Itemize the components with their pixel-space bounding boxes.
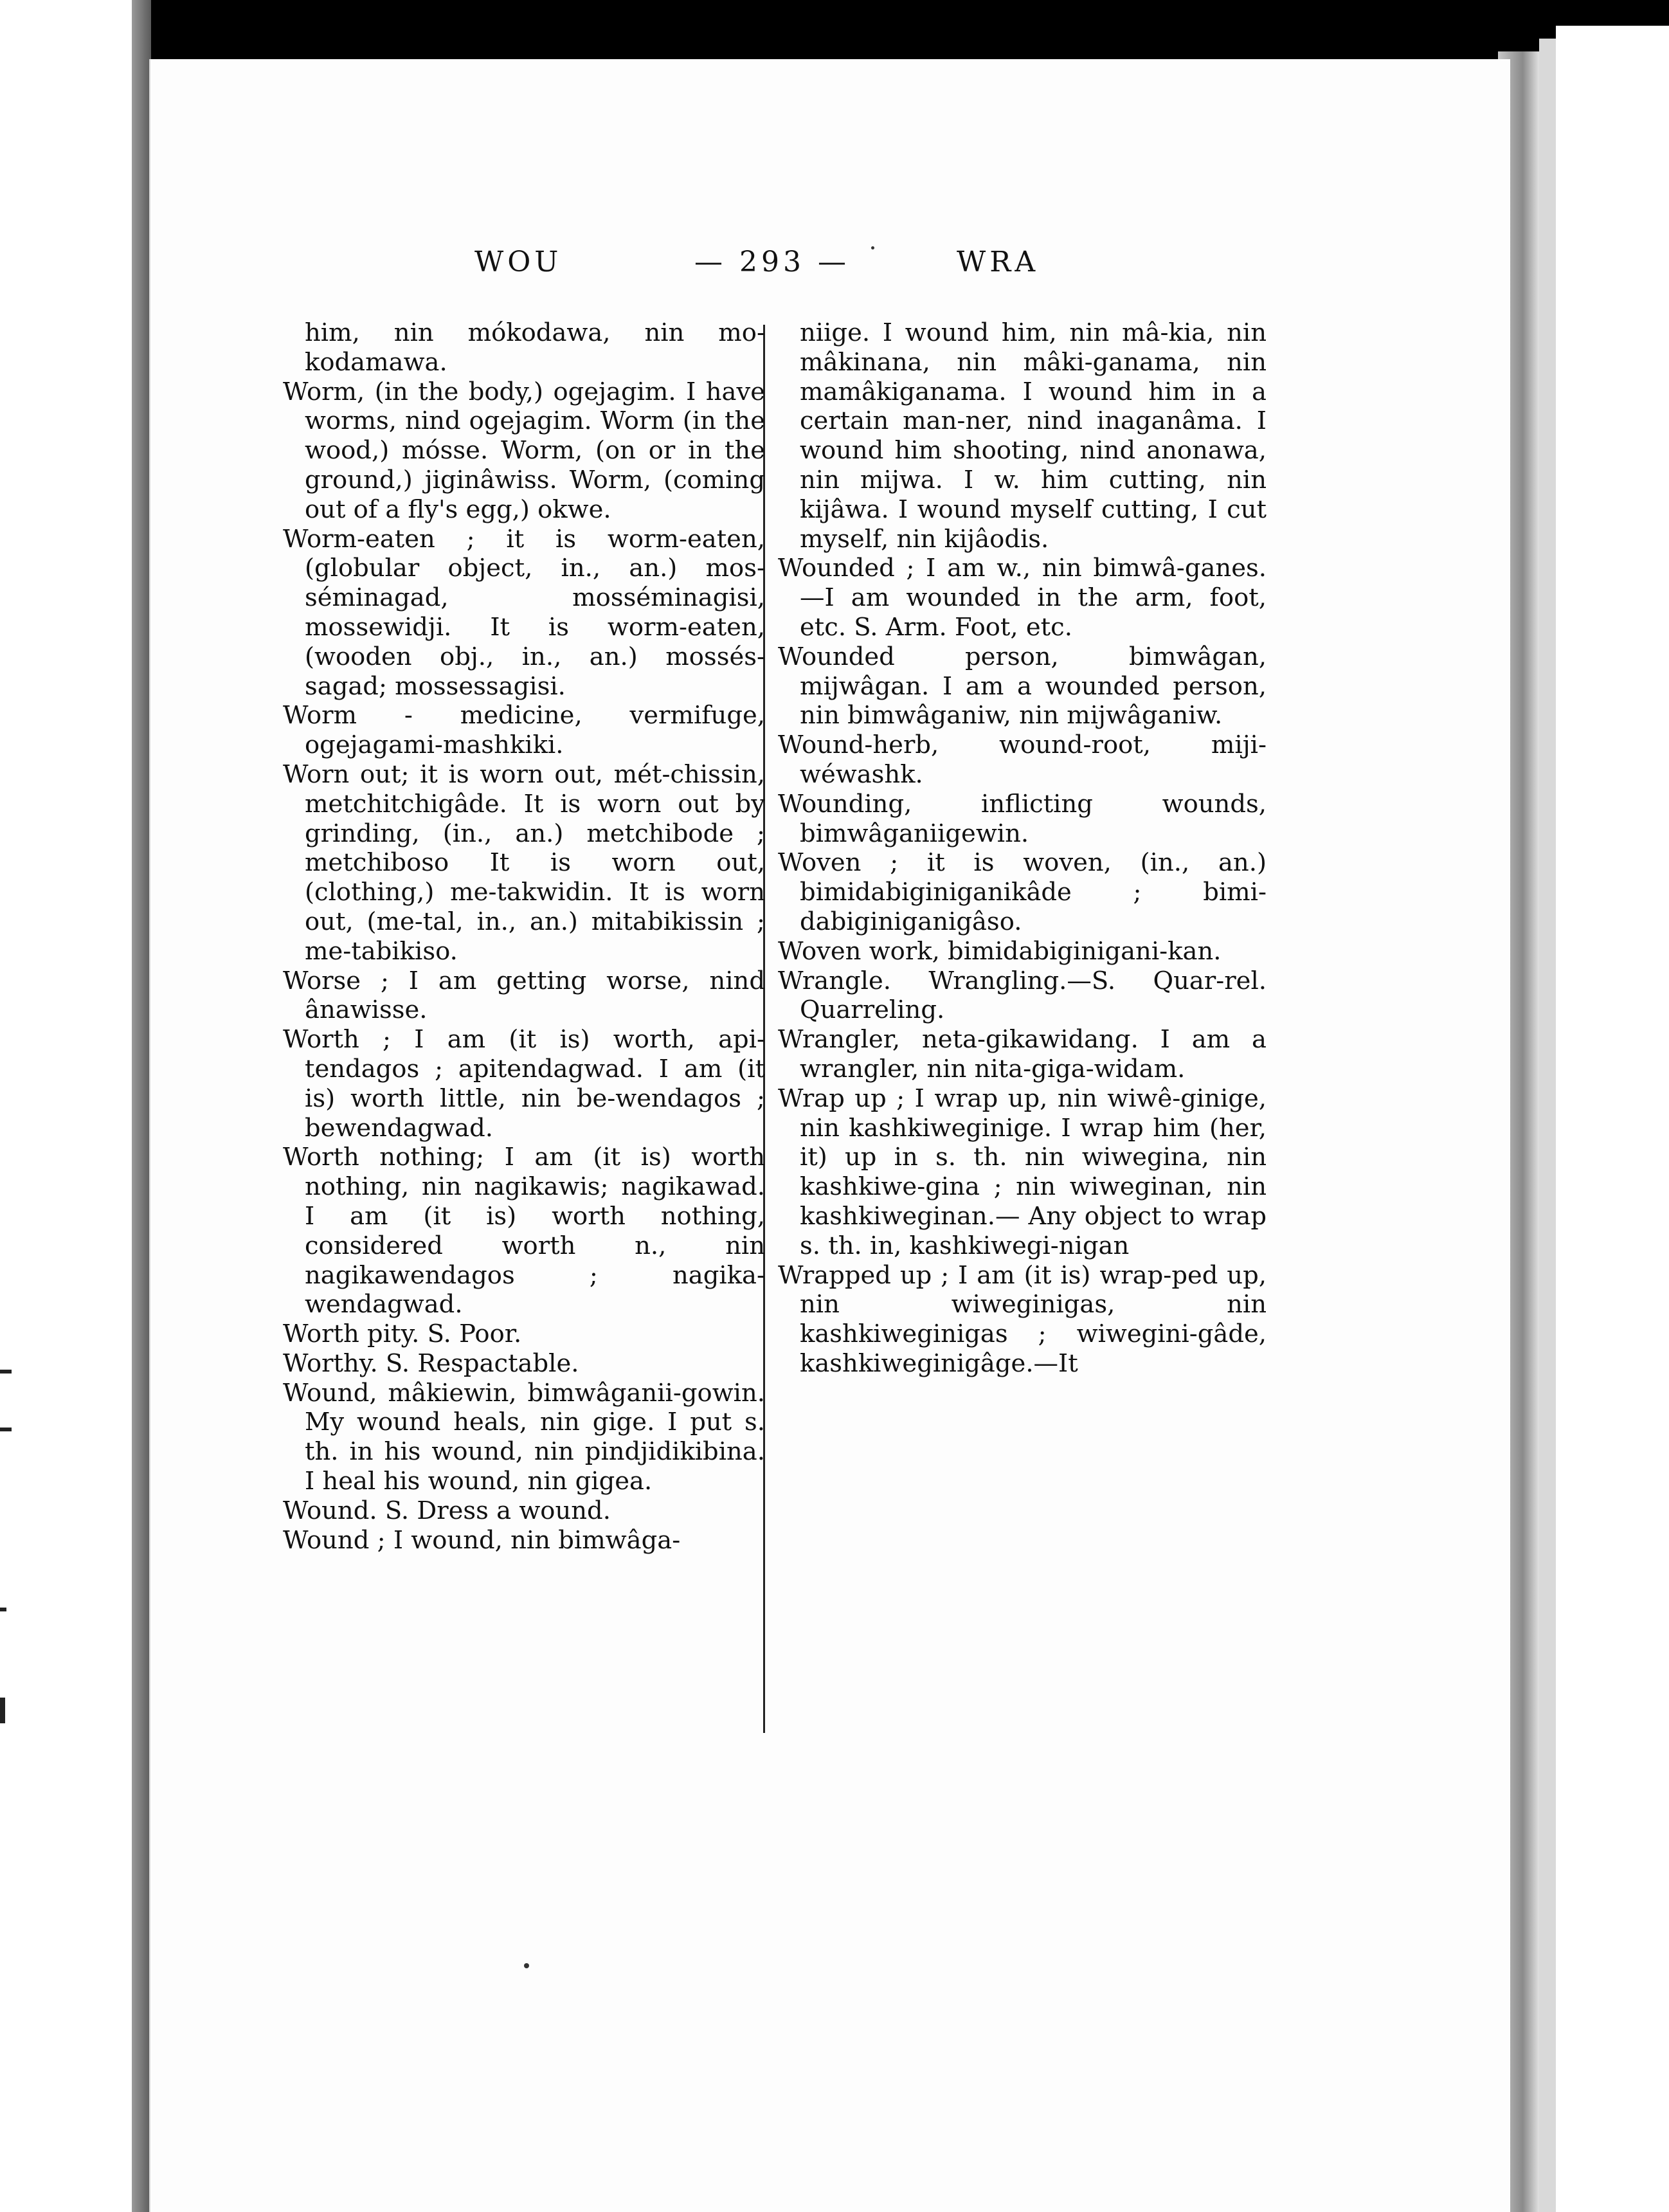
dictionary-entry: niige. I wound him, nin mâ-kia, nin mâkinana, nin mâki-ganama, nin mamâkiganama. I wound him in a certain man-ner, nind inaganâma. I wound him shooting, nind anonawa, nin mijwa. I w. him cutting, nin kijâwa. I wound myself cutting, I cut myself, nin kijâodis.	[800, 318, 1267, 554]
left-column	[283, 318, 765, 1555]
dictionary-entry: Wound, mâkiewin, bimwâganii-gowin. My wound heals, nin gige. I put s. th. in his wound, nin pindjidikibina. I heal his wound, nin gigea.	[283, 1378, 765, 1496]
margin-mark	[0, 1698, 5, 1723]
right-column	[778, 318, 1267, 1379]
page-number: — 293 —	[694, 246, 850, 278]
dictionary-entry: Worm-eaten ; it is worm-eaten, (globular object, in., an.) mos-séminagad, mosséminagisi, mossewidji. It is worm-eaten, (wooden obj., in., an.) mossés-sagad; mossessagisi.	[283, 524, 765, 701]
dictionary-entry: Wrapped up ; I am (it is) wrap-ped up, nin wiweginigas, nin kashkiweginigas ; wiwegini-gâde, kashkiweginigâge.—It	[778, 1260, 1267, 1378]
margin-mark	[0, 1370, 12, 1373]
paper-speck	[871, 246, 874, 249]
dictionary-entry: Worm, (in the body,) ogejagim. I have worms, nind ogejagim. Worm (in the wood,) mósse. Worm, (on or in the ground,) jiginâwiss. Worm, (coming out of a fly's egg,) okwe.	[283, 377, 765, 524]
running-head-right: WRA	[957, 246, 1040, 278]
paper-speck	[524, 1963, 529, 1968]
page-stack-edge	[1539, 39, 1556, 2212]
dictionary-entry: Wound. S. Dress a wound.	[283, 1496, 611, 1525]
margin-mark	[0, 1608, 6, 1611]
dictionary-entry: Woven work, bimidabiginigani-kan.	[778, 936, 1222, 966]
dictionary-entry: Wrap up ; I wrap up, nin wiwê-ginige, nin kashkiweginige. I wrap him (her, it) up in s. th. nin wiwegina, nin kashkiwe-gina ; nin wiweginan, nin kashkiweginan.— Any object to wrap s. th. in, kashkiwegi-nigan	[778, 1083, 1267, 1260]
running-head-left: WOU	[474, 246, 563, 278]
scan-margin	[1556, 26, 1669, 2212]
dictionary-entry: Wound ; I wound, nin bimwâga-	[283, 1525, 681, 1555]
dictionary-entry: Worth pity. S. Poor.	[283, 1319, 522, 1349]
dictionary-entry: Worm - medicine, vermifuge, ogejagami-mashkiki.	[283, 701, 765, 760]
dictionary-entry: Wound-herb, wound-root, miji-wéwashk.	[778, 730, 1267, 789]
book-spine	[132, 0, 151, 2212]
dictionary-entry: Wrangle. Wrangling.—S. Quar-rel. Quarreling.	[778, 966, 1267, 1025]
dictionary-entry: Worse ; I am getting worse, nind ânawisse.	[283, 966, 765, 1025]
dictionary-entry: Wounding, inflicting wounds, bimwâganiigewin.	[778, 789, 1267, 848]
dictionary-entry: Wounded person, bimwâgan, mijwâgan. I am a wounded person, nin bimwâganiw, nin mijwâganiw.	[778, 642, 1267, 730]
adjacent-page-edge	[0, 0, 132, 2212]
dictionary-entry: Wrangler, neta-gikawidang. I am a wrangler, nin nita-giga-widam.	[778, 1025, 1267, 1083]
dictionary-entry: Worth nothing; I am (it is) worth nothing, nin nagikawis; nagikawad. I am (it is) worth nothing, considered worth n., nin nagikawendagos ; nagika-wendagwad.	[283, 1143, 765, 1319]
dictionary-entry: Worthy. S. Respactable.	[283, 1348, 579, 1378]
dictionary-entry: him, nin mókodawa, nin mo-kodamawa.	[305, 318, 765, 377]
dictionary-entry: Woven ; it is woven, (in., an.) bimidabiginiganikâde ; bimi-dabiginiganigâso.	[778, 848, 1267, 936]
dictionary-entry: Wounded ; I am w., nin bimwâ-ganes.—I am wounded in the arm, foot, etc. S. Arm. Foot, etc.	[778, 554, 1267, 642]
dictionary-entry: Worth ; I am (it is) worth, api-tendagos ; apitendagwad. I am (it is) worth little, nin be-wendagos ; bewendagwad.	[283, 1025, 765, 1143]
margin-mark	[0, 1428, 12, 1431]
dictionary-entry: Worn out; it is worn out, mét-chissin, metchitchigâde. It is worn out by grinding, (in., an.) metchibode ; metchiboso It is worn out, (clothing,) me-takwidin. It is worn out, (me-tal, in., an.) mitabikissin ; me-tabikiso.	[283, 759, 765, 966]
